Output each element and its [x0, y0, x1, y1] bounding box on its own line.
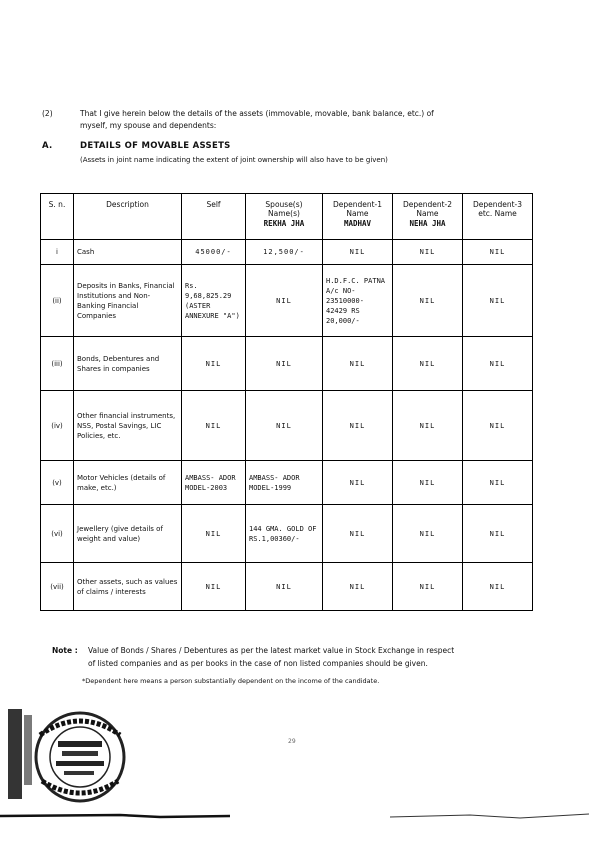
row-sno: (iii)	[41, 337, 74, 391]
table-row	[41, 265, 533, 337]
row-dependent-1: NIL	[323, 461, 393, 505]
header-sno: S. n.	[41, 194, 74, 240]
header-description: Description	[74, 194, 182, 240]
row-sno: (vi)	[41, 505, 74, 563]
row-description: Jewellery (give details of weight and value)	[74, 505, 182, 563]
table-row	[41, 505, 533, 563]
row-dependent-2: NIL	[393, 563, 463, 611]
row-dependent-1: NIL	[323, 240, 393, 265]
row-description: Other financial instruments, NSS, Postal Savings, LIC Policies, etc.	[74, 391, 182, 461]
official-seal	[8, 705, 128, 805]
row-self: NIL	[182, 505, 246, 563]
row-self: NIL	[182, 337, 246, 391]
row-description: Cash	[74, 240, 182, 265]
row-dependent-3: NIL	[463, 240, 533, 265]
row-dependent-3: NIL	[463, 505, 533, 563]
row-dependent-1: NIL	[323, 391, 393, 461]
row-spouse: NIL	[246, 563, 323, 611]
row-sno: (iv)	[41, 391, 74, 461]
header-dependent-1-name: MADHAV	[343, 219, 372, 228]
row-self: 45000/-	[182, 240, 246, 265]
intro-text-line1: That I give herein below the details of the assets (immovable, movable, bank balance, etc.) of	[80, 109, 434, 118]
table-row	[41, 337, 533, 391]
header-spouse-name: REKHA JHA	[263, 219, 305, 228]
row-dependent-3: NIL	[463, 391, 533, 461]
intro-text-line2: myself, my spouse and dependents:	[80, 121, 217, 130]
header-dependent-2-label: Dependent-2 Name	[402, 200, 453, 218]
page-number: 29	[288, 738, 296, 745]
row-description: Motor Vehicles (details of make, etc.)	[74, 461, 182, 505]
section-subtitle: (Assets in joint name indicating the extent of joint ownership will also have to be given)	[80, 156, 388, 164]
footnote: *Dependent here means a person substantially dependent on the income of the candidate.	[82, 677, 380, 685]
row-dependent-1: H.D.F.C. PATNA A/c NO- 23510000- 42429 RS 20,000/-	[323, 265, 393, 337]
movable-assets-table	[40, 193, 533, 611]
row-sno: (ii)	[41, 265, 74, 337]
header-spouse-label: Spouse(s) Name(s)	[265, 200, 303, 218]
intro-number: (2)	[42, 109, 53, 118]
header-dependent-1-label: Dependent-1 Name	[332, 200, 383, 218]
row-sno: (v)	[41, 461, 74, 505]
row-dependent-2: NIL	[393, 505, 463, 563]
row-spouse: AMBASS- ADOR MODEL-1999	[246, 461, 323, 505]
header-dependent-2	[393, 194, 463, 240]
table-row	[41, 391, 533, 461]
row-dependent-1: NIL	[323, 563, 393, 611]
row-dependent-3: NIL	[463, 265, 533, 337]
scan-edge-mark	[0, 812, 589, 820]
row-spouse: 144 GMA. GOLD OF RS.1,00360/-	[246, 505, 323, 563]
row-spouse: NIL	[246, 265, 323, 337]
header-spouse	[246, 194, 323, 240]
row-spouse: NIL	[246, 337, 323, 391]
row-self: Rs. 9,68,825.29 (ASTER ANNEXURE "A")	[182, 265, 246, 337]
row-dependent-2: NIL	[393, 337, 463, 391]
section-title: DETAILS OF MOVABLE ASSETS	[80, 141, 231, 151]
section-letter: A.	[42, 141, 53, 151]
note-label: Note :	[52, 646, 78, 655]
row-dependent-1: NIL	[323, 505, 393, 563]
row-dependent-2: NIL	[393, 240, 463, 265]
row-self: NIL	[182, 391, 246, 461]
table-row	[41, 461, 533, 505]
header-self: Self	[182, 194, 246, 240]
header-dependent-1	[323, 194, 393, 240]
row-dependent-2: NIL	[393, 265, 463, 337]
row-dependent-3: NIL	[463, 563, 533, 611]
header-dependent-3: Dependent-3 etc. Name	[463, 194, 533, 240]
row-spouse: NIL	[246, 391, 323, 461]
row-dependent-1: NIL	[323, 337, 393, 391]
row-description: Bonds, Debentures and Shares in companies	[74, 337, 182, 391]
row-dependent-3: NIL	[463, 337, 533, 391]
row-dependent-2: NIL	[393, 461, 463, 505]
row-self: NIL	[182, 563, 246, 611]
row-description: Other assets, such as values of claims / interests	[74, 563, 182, 611]
row-spouse: 12,500/-	[246, 240, 323, 265]
table-row	[41, 240, 533, 265]
table-row	[41, 563, 533, 611]
table-header-row	[41, 194, 533, 240]
row-dependent-2: NIL	[393, 391, 463, 461]
row-sno: (vii)	[41, 563, 74, 611]
row-description: Deposits in Banks, Financial Institutions and Non-Banking Financial Companies	[74, 265, 182, 337]
note-line2: of listed companies and as per books in the case of non listed companies should be given.	[88, 659, 428, 668]
header-dependent-2-name: NEHA JHA	[409, 219, 446, 228]
row-dependent-3: NIL	[463, 461, 533, 505]
note-line1: Value of Bonds / Shares / Debentures as per the latest market value in Stock Exchange in respect	[88, 646, 455, 655]
row-self: AMBASS- ADOR MODEL-2003	[182, 461, 246, 505]
row-sno: i	[41, 240, 74, 265]
